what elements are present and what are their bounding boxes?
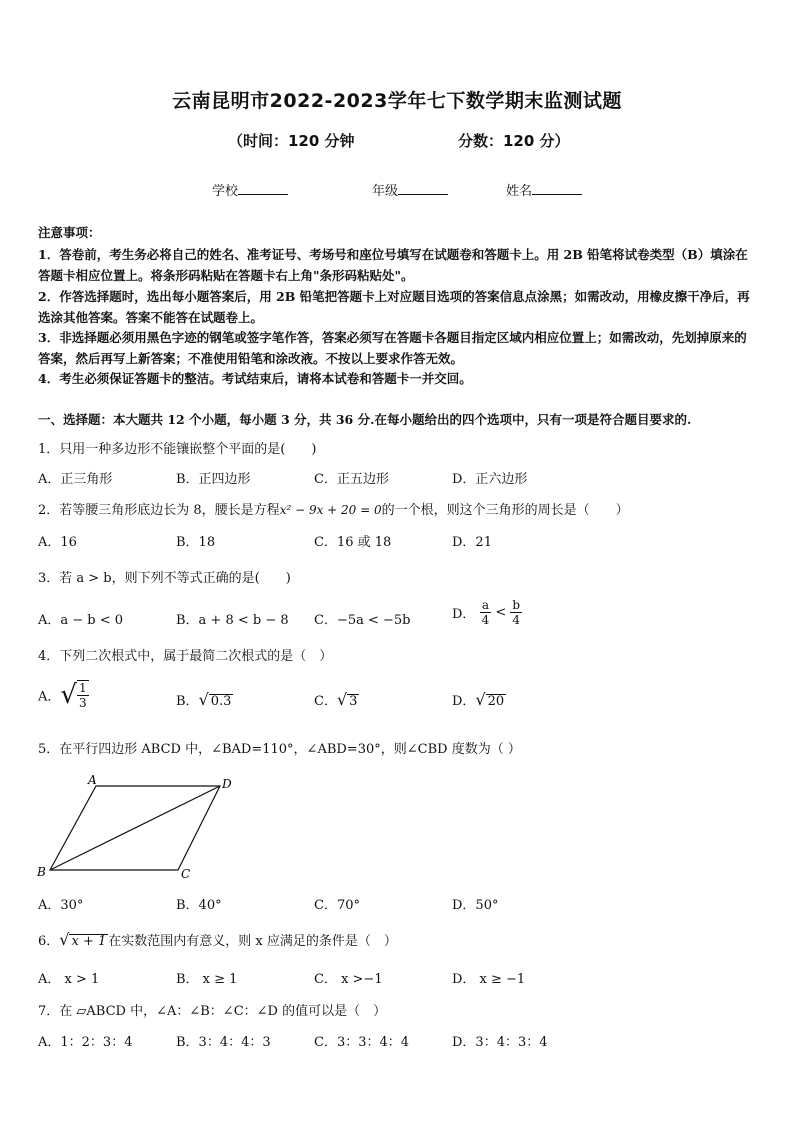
q7-option-d[interactable]: D．3：4：3：4 [452,1035,548,1050]
q4-option-b[interactable] [176,690,233,709]
radical-icon: √ [475,690,486,709]
radical-icon: √ [198,690,209,709]
q2-stem-post: 的一个根，则这个三角形的周长是（ ） [381,503,629,518]
q6-option-a[interactable]: A． x > 1 [38,972,100,987]
q2-option-b[interactable]: B．18 [176,535,216,550]
q3-option-c[interactable]: C．−5a < −5b [314,613,411,628]
question-2-stem [38,499,629,518]
school-blank[interactable] [238,182,288,195]
q1-option-b[interactable]: B．正四边形 [176,472,251,487]
q4-option-c[interactable] [314,690,359,709]
q7-option-b[interactable]: B．3：4：4：3 [176,1035,271,1050]
q1-option-c[interactable]: C．正五边形 [314,472,389,487]
q5-option-d[interactable]: D．50° [452,898,499,913]
q5-option-b[interactable]: B．40° [176,898,222,913]
q3-option-d[interactable] [452,598,522,627]
name-field[interactable] [506,180,582,199]
q4-option-a[interactable] [38,680,89,710]
q3-d-fraction-a [480,598,492,627]
grade-label: 年级 [372,184,399,199]
q2-equation: x² − 9x + 20 = 0 [279,503,382,517]
name-label: 姓名 [506,184,533,199]
q3-d-relation: < [495,605,507,620]
q6-stem-pre: 6． [38,934,60,949]
q4-c-label: C． [314,694,337,709]
grade-field[interactable] [372,180,448,199]
question-7-stem: 7．在 ▱ABCD 中，∠A：∠B：∠C：∠D 的值可以是（ ） [38,1004,387,1019]
q4-a-den: 3 [78,696,87,710]
q7-option-a[interactable]: A．1：2：3：4 [38,1035,133,1050]
page-title: 云南昆明市2022-2023学年七下数学期末监测试题 [172,90,622,112]
school-label: 学校 [212,184,239,199]
q3-d-fraction-b [510,598,522,627]
vertex-d-label: D [222,777,232,791]
school-field[interactable] [212,180,288,199]
radical-icon: √ [59,930,70,949]
q4-a-label: A． [38,689,61,705]
vertex-c-label: C [181,867,191,881]
notice-heading: 注意事项： [38,225,101,240]
q3-d-den2: 4 [512,613,521,627]
q2-stem-pre: 2．若等腰三角形底边长为 8，腰长是方程 [38,503,280,518]
q1-option-d[interactable]: D．正六边形 [452,472,528,487]
q2-option-a[interactable]: A．16 [38,535,77,550]
q3-option-b[interactable]: B．a + 8 < b − 8 [176,613,289,628]
q4-d-radicand: 20 [487,694,505,709]
q6-stem-post: 在实数范围内有意义，则 x 应满足的条件是（ ） [108,934,397,949]
section-heading: 一、选择题：本大题共 12 个小题，每小题 3 分，共 36 分.在每小题给出的四个选项中，只有一项是符合题目要求的. [38,412,692,427]
question-3-stem: 3．若 a > b，则下列不等式正确的是( ) [38,571,291,586]
q4-b-radicand: 0.3 [210,694,232,709]
q1-option-a[interactable]: A．正三角形 [38,472,113,487]
q4-d-label: D． [452,694,476,709]
name-blank[interactable] [532,182,582,195]
radical-icon: √ [336,690,348,709]
exam-score: 分数：120 分） [458,132,570,150]
question-5-stem: 5．在平行四边形 ABCD 中，∠BAD=110°，∠ABD=30°，则∠CBD 度数为（ ） [38,742,521,757]
q3-option-a[interactable]: A．a − b < 0 [38,613,124,628]
q2-option-d[interactable]: D．21 [452,535,492,550]
notice-item: 4．考生必须保证答题卡的整洁。考试结束后，请将本试卷和答题卡一并交回。 [38,371,472,386]
question-6-stem [38,930,397,949]
q5-option-c[interactable]: C．70° [314,898,360,913]
question-1-stem: 1．只用一种多边形不能镶嵌整个平面的是( ) [38,442,317,457]
parallelogram-figure [34,772,244,884]
vertex-b-label: B [37,865,46,879]
radical-icon: √ [60,680,77,710]
q6-option-d[interactable]: D． x ≥ −1 [452,972,526,987]
vertex-a-label: A [88,773,97,787]
grade-blank[interactable] [398,182,448,195]
q5-option-a[interactable]: A．30° [38,898,84,913]
q4-a-fraction [77,680,89,710]
diagonal-bd [50,786,220,870]
q3-d-num1: a [480,598,492,613]
q3-d-label: D． [452,607,476,622]
q3-d-num2: b [512,598,521,612]
q6-option-c[interactable]: C． x >−1 [314,972,383,987]
q7-option-c[interactable]: C．3：3：4：4 [314,1035,410,1050]
q4-b-label: B． [176,694,199,709]
q3-d-den1: 4 [481,613,490,627]
exam-time: （时间：120 分钟 [228,132,355,150]
q4-option-d[interactable] [452,690,506,709]
q2-option-c[interactable]: C．16 或 18 [314,535,392,550]
notice-item: 1．答卷前，考生务必将自己的姓名、准考证号、考场号和座位号填写在试题卷和答题卡上。用 2B 铅笔将试卷类型（B）填涂在答题卡相应位置上。将条形码粘贴在答题卡右上角"条形码粘贴处"。 [38,247,748,283]
question-4-stem: 4．下列二次根式中，属于最简二次根式的是（ ） [38,649,333,664]
q4-c-radicand: 3 [349,694,358,709]
q4-a-num: 1 [78,681,87,695]
notice-item: 2．作答选择题时，选出每小题答案后，用 2B 铅笔把答题卡上对应题目选项的答案信息点涂黑；如需改动，用橡皮擦干净后，再选涂其他答案。答案不能答在试题卷上。 [38,289,750,325]
q6-option-b[interactable]: B． x ≥ 1 [176,972,238,987]
notice-item: 3．非选择题必须用黑色字迹的钢笔或签字笔作答，答案必须写在答题卡各题目指定区域内相应位置上；如需改动，先划掉原来的答案，然后再写上新答案；不准使用铅笔和涂改液。不按以上要求作答无效。 [38,330,747,366]
q6-radicand: x + 1 [71,934,107,949]
